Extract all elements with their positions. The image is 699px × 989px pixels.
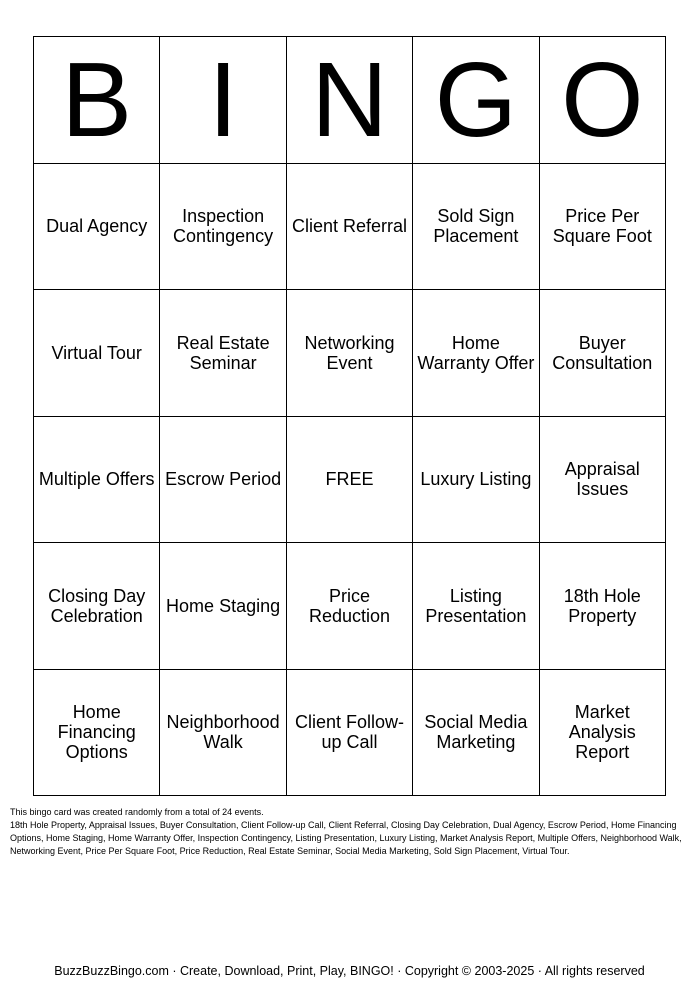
bingo-cell: Multiple Offers [34, 417, 160, 544]
event-list: 18th Hole Property, Appraisal Issues, Buyer Consultation, Client Follow-up Call, Client Referral, Closing Day Celebration, Dual Agency, Escrow Period, Home Financing Options, Home Staging, Home Warranty Offer, Inspection Contingency, Listing Presentation, Luxury Listing, Market Analysis Report, Multiple Offers, Neighborhood Walk, Networking Event, Price Per Square Foot, Price Reduction, Real Estate Seminar, Social Media Marketing, Sold Sign Placement, Virtual Tour. [10, 820, 682, 856]
bingo-cell: Networking Event [287, 290, 413, 417]
event-count-note: This bingo card was created randomly from a total of 24 events. [10, 807, 264, 817]
bingo-cell: Inspection Contingency [160, 164, 286, 291]
free-space-cell: FREE [287, 417, 413, 544]
bingo-cell: Dual Agency [34, 164, 160, 291]
event-list-note [10, 806, 690, 858]
header-letter-o: O [540, 37, 666, 164]
bingo-cell: Price Reduction [287, 543, 413, 670]
header-letter-i: I [160, 37, 286, 164]
bingo-cell: Price Per Square Foot [540, 164, 666, 291]
bingo-cell: Listing Presentation [413, 543, 539, 670]
bingo-cell: 18th Hole Property [540, 543, 666, 670]
bingo-card [33, 36, 666, 796]
bingo-cell: Client Referral [287, 164, 413, 291]
bingo-cell: Buyer Consultation [540, 290, 666, 417]
bingo-cell: Closing Day Celebration [34, 543, 160, 670]
bingo-cell: Sold Sign Placement [413, 164, 539, 291]
bingo-cell: Client Follow-up Call [287, 670, 413, 797]
bingo-cell: Appraisal Issues [540, 417, 666, 544]
bingo-cell: Home Staging [160, 543, 286, 670]
bingo-cell: Real Estate Seminar [160, 290, 286, 417]
bingo-cell: Home Warranty Offer [413, 290, 539, 417]
bingo-cell: Neighborhood Walk [160, 670, 286, 797]
bingo-cell: Home Financing Options [34, 670, 160, 797]
copyright-footer: BuzzBuzzBingo.com · Create, Download, Print, Play, BINGO! · Copyright © 2003-2025 · All rights reserved [54, 964, 645, 978]
bingo-cell: Virtual Tour [34, 290, 160, 417]
header-letter-g: G [413, 37, 539, 164]
bingo-cell: Social Media Marketing [413, 670, 539, 797]
bingo-cell: Market Analysis Report [540, 670, 666, 797]
header-letter-n: N [287, 37, 413, 164]
bingo-cell: Luxury Listing [413, 417, 539, 544]
bingo-cell: Escrow Period [160, 417, 286, 544]
header-letter-b: B [34, 37, 160, 164]
